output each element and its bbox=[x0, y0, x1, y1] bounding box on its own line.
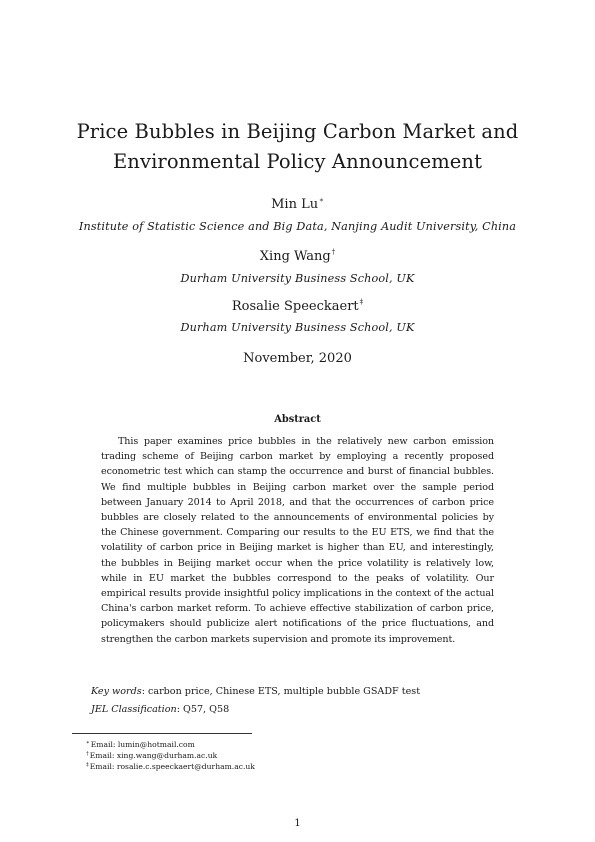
paper-date: November, 2020 bbox=[243, 351, 352, 366]
author-1-affiliation: Institute of Statistic Science and Big Data, Nanjing Audit University, China bbox=[78, 220, 517, 233]
author-name: Min Lu bbox=[271, 197, 319, 212]
author-name: Xing Wang bbox=[259, 249, 331, 264]
keywords bbox=[91, 686, 420, 697]
footnote-mark: ‡ bbox=[86, 762, 89, 768]
keywords-value: : carbon price, Chinese ETS, multiple bubble GSADF test bbox=[141, 686, 421, 697]
author-3 bbox=[0, 298, 595, 314]
author-mark: ‡ bbox=[359, 298, 364, 306]
footnote-3 bbox=[86, 760, 255, 772]
footnote-rule bbox=[72, 733, 252, 734]
footnote-email: Email: lumin@hotmail.com bbox=[90, 740, 195, 749]
footnote-mark: † bbox=[86, 751, 89, 757]
jel-label: JEL Classification bbox=[91, 704, 177, 715]
title-line-1: Price Bubbles in Beijing Carbon Market and bbox=[76, 120, 519, 143]
page-number: 1 bbox=[294, 818, 301, 829]
author-2-affiliation: Durham University Business School, UK bbox=[180, 272, 415, 285]
author-1 bbox=[0, 196, 595, 212]
paper-title bbox=[0, 117, 595, 177]
author-mark: † bbox=[331, 248, 336, 256]
footnote-email: Email: xing.wang@durham.ac.uk bbox=[89, 751, 218, 760]
abstract-text: This paper examines price bubbles in the relatively new carbon emission trading scheme of Beijing carbon market by employing a recently proposed econometric test which can stamp the occurrence and burst of financial bubbles. We find multiple bubbles in Beijing carbon market over the sample period between January 2014 to April 2018, and that the occurrences of carbon price bubbles are closely related to the announcements of environmental policies by the Chinese government. Comparing our results to the EU ETS, we find that the volatility of carbon price in Beijing market is higher than EU, and interestingly, the bubbles in Beijing market occur when the price volatility is relatively low, while in EU market the bubbles correspond to the peaks of volatility. Our empirical results provide insightful policy implications in the context of the actual China's carbon market reform. To achieve effective stabilization of carbon price, policymakers should publicize alert notifications of the price fluctuations, and strengthen the carbon markets supervision and promote its improvement. bbox=[101, 436, 494, 645]
title-line-2: Environmental Policy Announcement bbox=[112, 150, 483, 173]
footnote-email: Email: rosalie.c.speeckaert@durham.ac.uk bbox=[89, 762, 255, 771]
keywords-label: Key words bbox=[91, 686, 142, 697]
jel-value: : Q57, Q58 bbox=[176, 704, 230, 715]
footnote-mark: ∗ bbox=[86, 740, 90, 746]
abstract-heading: Abstract bbox=[274, 414, 321, 425]
jel-classification bbox=[91, 704, 229, 715]
author-name: Rosalie Speeckaert bbox=[231, 299, 359, 314]
author-2 bbox=[0, 248, 595, 264]
author-3-affiliation: Durham University Business School, UK bbox=[180, 321, 415, 334]
author-mark: ∗ bbox=[319, 196, 324, 204]
